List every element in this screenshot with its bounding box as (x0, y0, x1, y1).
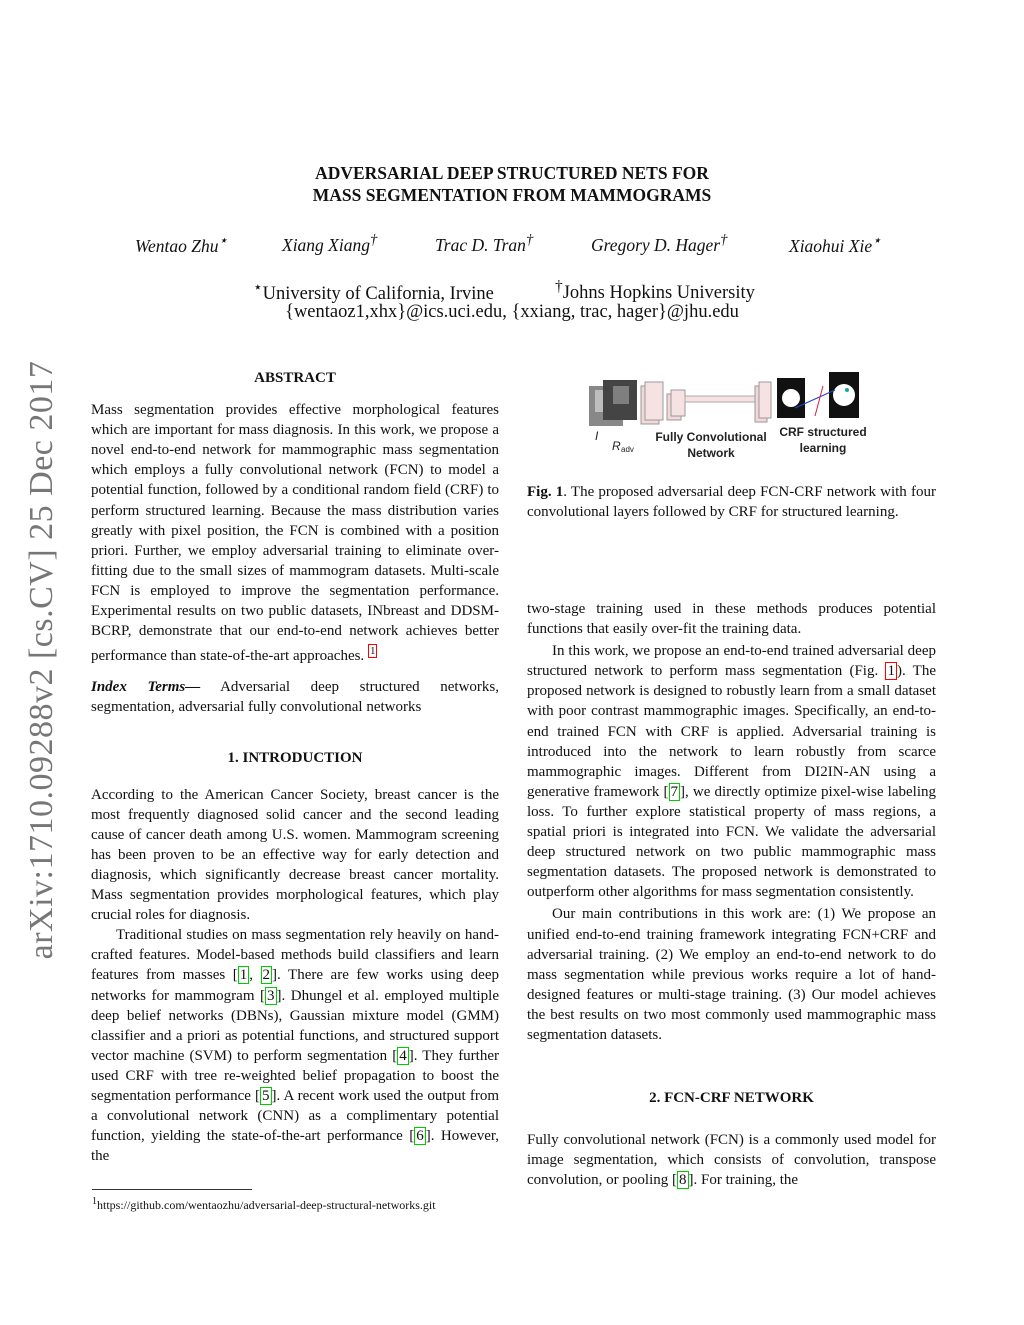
text-run: ]. There are few works using deep networks for mammogram [ (91, 967, 499, 1004)
text-run: Traditional studies on mass segmentation rely heavily on hand-crafted features. Model-based methods build classifiers and learn features from masses [ (91, 927, 499, 984)
input-label: I (595, 429, 599, 443)
author-list (0, 232, 1024, 256)
title-line-1: ADVERSARIAL DEEP STRUCTURED NETS FOR (315, 163, 709, 183)
adversarial-label: R (612, 439, 621, 453)
author-name: Xiaohui Xie (789, 235, 873, 256)
mask-region (782, 389, 800, 407)
text-run: ]. They further used CRF with tree re-weighted belief propagation to boost the segmentation performance [ (91, 1047, 499, 1104)
index-terms (91, 677, 499, 717)
right-paragraph-2 (527, 641, 936, 902)
section-2-heading: 2. FCN-CRF NETWORK (649, 1090, 814, 1107)
text-run: , (249, 967, 261, 984)
footnote-divider (92, 1189, 252, 1190)
author-mark: † (525, 232, 534, 248)
mask-region (833, 384, 855, 406)
conv-layer-block (671, 390, 685, 416)
text-run: ]. For training, the (688, 1172, 799, 1189)
abstract-heading: ABSTRACT (254, 370, 336, 386)
citation-link[interactable]: 6 (416, 1128, 424, 1145)
text-run: ], we directly optimize pixel-wise labeling loss. To further explore statistical property of mass regions, a spatial priori is integrated into FCN. We validate the adversarial deep structured network on two public mammographic mass segmentation datasets. The proposed network is demonstrated to outperform other algorithms for mass segmentation consistently. (527, 783, 936, 901)
affiliation-mark: † (555, 278, 563, 295)
citation-link[interactable]: 3 (267, 987, 275, 1004)
text-run: In this work, we propose an end-to-end trained adversarial deep structured network to perform mass segmentation (Fig. (527, 643, 936, 680)
crf-edge (815, 386, 823, 416)
citation-link[interactable]: 2 (262, 967, 271, 984)
footnote-link[interactable]: 1 (369, 645, 376, 658)
citation-link[interactable]: 8 (679, 1172, 687, 1189)
intro-paragraph-1: According to the American Cancer Society, breast cancer is the most frequently diagnosed solid cancer and the second leading cause of cancer death among U.S. women. Mammogram screening has been proven to be an effective way for early detection and diagnosis, which significantly decrease breast cancer mortality. Mass segmentation provides morphological features, which play crucial roles for diagnosis. (91, 786, 499, 924)
author-name: Gregory D. Hager (591, 234, 721, 255)
citation-link[interactable]: 7 (670, 783, 679, 800)
adversarial-label-subscript: adv (621, 445, 634, 454)
index-terms-text: Adversarial deep structured networks, segmentation, adversarial fully convolutional networks (91, 679, 499, 716)
figure-1-caption (527, 482, 936, 522)
author-5 (789, 232, 881, 257)
citation-link[interactable]: 4 (399, 1047, 407, 1064)
right-paragraph-4 (527, 1130, 936, 1190)
mask-point (845, 388, 849, 392)
image-texture (613, 386, 629, 404)
right-paragraph-3: Our main contributions in this work are: (1) We propose an unified end-to-end training framework integrating FCN+CRF and adversarial training. (2) We employ an end-to-end network to do mass segmentation while previous works require a lot of hand-designed features or multi-stage training. (3) Our model achieves the best results on two most commonly used mammographic mass segmentation datasets. (527, 906, 936, 1043)
author-2 (282, 232, 377, 256)
author-mark: † (369, 232, 378, 248)
caption-label: Fig. 1 (527, 484, 564, 500)
paper-title (0, 162, 1024, 206)
crf-label-line-2: learning (799, 441, 847, 455)
fcn-label-line-2: Network (687, 446, 735, 460)
author-mark: ⋆ (218, 233, 228, 249)
author-name: Xiang Xiang (282, 234, 370, 255)
author-mark: ⋆ (872, 233, 882, 249)
figure-1-diagram (585, 366, 875, 466)
right-paragraph-1: two-stage training used in these methods produces potential functions that easily over-fit the training data. (527, 601, 936, 638)
text-run: Fully convolutional network (FCN) is a commonly used model for image segmentation, which consists of convolution, transpose convolution, or pooling [ (527, 1132, 936, 1189)
text-run: ]. However, the (91, 1128, 499, 1165)
author-3 (435, 232, 533, 256)
index-terms-label: Index Terms— (91, 679, 201, 696)
intro-paragraph-2 (91, 925, 499, 1166)
conv-layer-block (759, 382, 771, 418)
author-emails: {wentaoz1,xhx}@ics.uci.edu, {xxiang, trac, hager}@jhu.edu (285, 302, 739, 322)
author-mark: † (720, 232, 728, 248)
footnote-mark: 1 (92, 1196, 97, 1207)
title-line-2: MASS SEGMENTATION FROM MAMMOGRAMS (312, 185, 712, 205)
abstract-text: Mass segmentation provides effective morphological features which are important for mass diagnosis. In this work, we propose a novel end-to-end network for mammographic mass segmentation which employs a fully convolutional network (FCN) to model a potential function, followed by a conditional random field (CRF) to perform structured learning. Because the mass distribution varies greatly with pixel position, the FCN is combined with a position priori. Further, we employ adversarial training to eliminate over-fitting due to the small sizes of mammogram datasets. Multi-scale FCN is employed to improve the segmentation performance. Experimental results on two public datasets, INbreast and DDSM-BCRP, demonstrate that our end-to-end network achieves better performance than state-of-the-art approaches. (91, 402, 499, 665)
right-column (527, 599, 936, 1190)
text-run: ]. Dhungel et al. employed multiple deep belief networks (DBNs), Gaussian mixture model (GMM) classifier and a priori as potential functions, and structured support vector machine (SVM) to perform segmentation [ (91, 987, 499, 1064)
citation-link[interactable]: 1 (239, 967, 248, 984)
affiliation-jhu (555, 278, 755, 304)
author-name: Wentao Zhu (135, 235, 219, 256)
conv-layer-block (645, 382, 663, 420)
affiliation-mark: ⋆ (253, 279, 263, 296)
figure-ref-link[interactable]: 1 (887, 663, 895, 680)
author-4 (591, 232, 727, 256)
affiliation-name: University of California, Irvine (262, 284, 494, 305)
intro-heading: 1. INTRODUCTION (227, 749, 363, 766)
arxiv-identifier: arXiv:1710.09288v2 [cs.CV] 25 Dec 2017 (23, 360, 60, 960)
author-name: Trac D. Tran (435, 234, 526, 255)
abstract-paragraph (91, 400, 499, 666)
affiliation-name: Johns Hopkins University (562, 283, 755, 304)
left-column (91, 368, 499, 1166)
caption-text: . The proposed adversarial deep FCN-CRF network with four convolutional layers followed by CRF for structured learning. (527, 484, 936, 520)
citation-link[interactable]: 5 (262, 1088, 270, 1104)
fcn-label-line-1: Fully Convolutional (655, 430, 767, 444)
text-run: ]. A recent work used the output from a convolutional network (CNN) as a complimentary potential function, yielding the state-of-the-art performance [ (91, 1088, 500, 1145)
fc-connector (685, 396, 755, 402)
crf-label-line-1: CRF structured (779, 425, 867, 439)
author-1 (135, 232, 228, 257)
text-run: ). The proposed network is designed to robustly learn from a small dataset with poor contrast mammographic images. Specifically, an end-to-end trained FCN with CRF is applied. Adversarial training is introduced into the network to learn robustly from scarce mammographic images. Different from DI2IN-AN using a generative framework [ (527, 663, 936, 800)
footnote (92, 1195, 502, 1212)
footnote-url[interactable]: https://github.com/wentaozhu/adversarial-deep-structural-networks.git (97, 1198, 436, 1212)
affiliations (0, 278, 1024, 305)
